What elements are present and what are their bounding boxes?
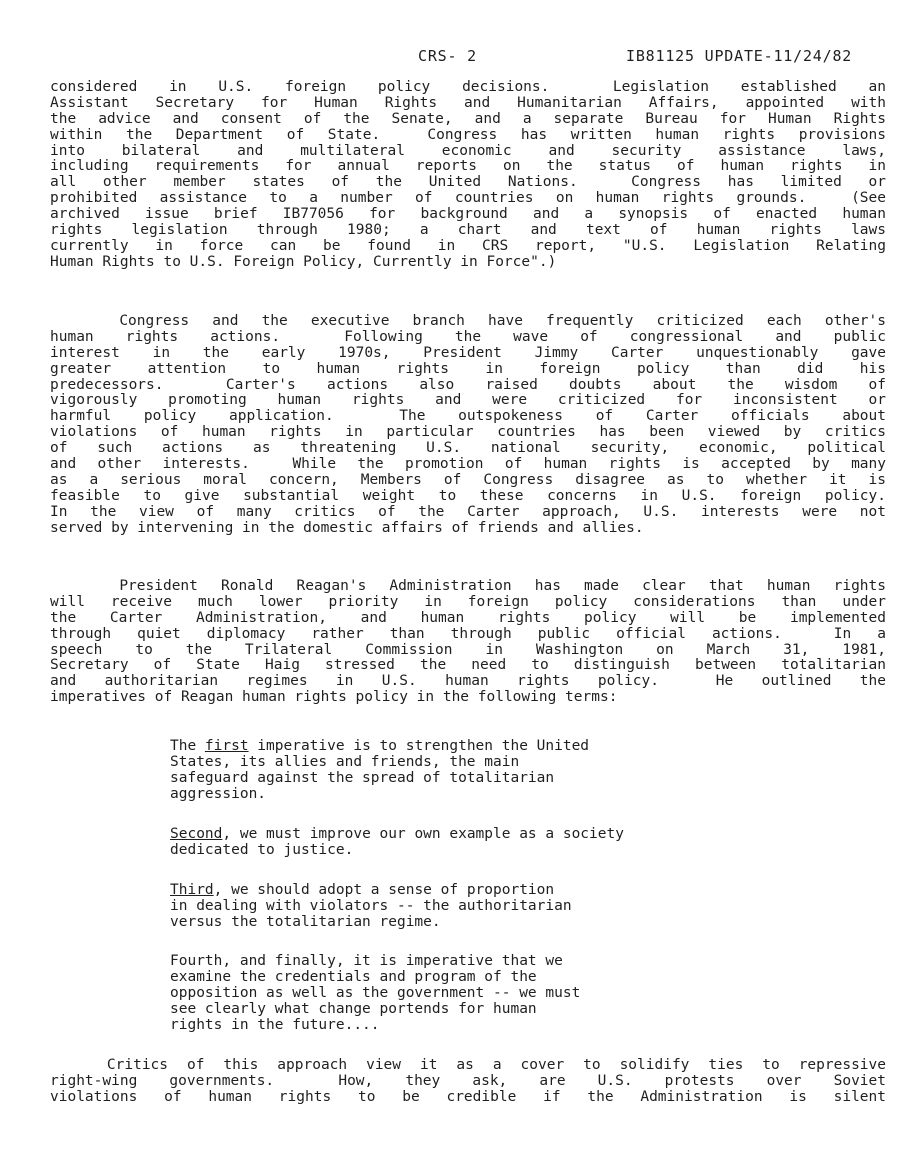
text-line: human rights actions. Following the wave of congressional and public [50, 328, 886, 345]
text-line: versus the totalitarian regime. [170, 913, 441, 930]
quote-second-imperative [170, 827, 710, 859]
text-line: speech to the Trilateral Commission in Washington on March 31, 1981, [50, 641, 886, 658]
text-line: President Ronald Reagan's Administration has made clear that human rights [50, 578, 886, 594]
quote-text: , we should adopt a sense of proportion [213, 882, 555, 898]
text-line [170, 827, 710, 843]
quote-first-imperative [170, 739, 710, 803]
underlined-word: Second [170, 826, 223, 842]
text-line: feasible to give substantial weight to these concerns in U.S. foreign policy. [50, 487, 886, 504]
text-line: in dealing with violators -- the authoritarian [170, 897, 572, 914]
underlined-word: Third [170, 882, 214, 898]
page-number: CRS- 2 [418, 47, 477, 65]
text-line: opposition as well as the government -- we must [170, 984, 581, 1001]
paragraph-legislation [50, 80, 886, 271]
text-line: rights legislation through 1980; a chart and text of human rights laws [50, 222, 886, 239]
quote-text: imperative is to strengthen the United [248, 738, 590, 754]
page-header [0, 47, 920, 67]
text-line: of such actions as threatening U.S. national security, economic, political [50, 440, 886, 457]
text-line: and other interests. While the promotion of human rights is accepted by many [50, 456, 886, 473]
text-line: archived issue brief IB77056 for background and a synopsis of enacted human [50, 206, 886, 223]
text-line: including requirements for annual reports on the status of human rights in [50, 158, 886, 175]
quote-fourth-imperative [170, 954, 710, 1033]
text-line: States, its allies and friends, the main [170, 753, 520, 770]
text-line: imperatives of Reagan human rights policy in the following terms: [50, 689, 618, 706]
text-line: examine the credentials and program of the [170, 968, 537, 985]
text-line: interest in the early 1970s, President Jimmy Carter unquestionably gave [50, 344, 886, 361]
text-line: as a serious moral concern, Members of Congress disagree as to whether it is [50, 471, 886, 488]
text-line: the advice and consent of the Senate, and a separate Bureau for Human Rights [50, 110, 886, 127]
text-line: the Carter Administration, and human rights policy will be implemented [50, 609, 886, 626]
text-line: safeguard against the spread of totalitarian [170, 769, 555, 786]
text-line: considered in U.S. foreign policy decisions. Legislation established an [50, 79, 886, 95]
text-line: aggression. [170, 785, 267, 802]
paragraph-reagan [50, 579, 886, 706]
text-line: served by intervening in the domestic affairs of friends and allies. [50, 519, 644, 536]
paragraph-congress-executive [50, 314, 886, 536]
text-line: Fourth, and finally, it is imperative that we [170, 953, 563, 969]
quote-text: , we must improve our own example as a society [222, 826, 624, 842]
text-line: and authoritarian regimes in U.S. human rights policy. He outlined the [50, 673, 886, 690]
paragraph-critics [50, 1058, 886, 1106]
document-id-date: IB81125 UPDATE-11/24/82 [626, 47, 853, 65]
text-line: dedicated to justice. [170, 841, 354, 858]
text-line: Secretary of State Haig stressed the need to distinguish between totalitarian [50, 657, 886, 674]
text-line: into bilateral and multilateral economic and security assistance laws, [50, 142, 886, 159]
text-line: see clearly what change portends for human [170, 1000, 537, 1017]
underlined-word: first [204, 738, 249, 754]
text-line: within the Department of State. Congress has written human rights provisions [50, 126, 886, 143]
text-line: Critics of this approach view it as a cover to solidify ties to repressive [50, 1057, 886, 1073]
quote-text: The [170, 738, 205, 754]
text-line: will receive much lower priority in foreign policy considerations than under [50, 593, 886, 610]
text-line: rights in the future.... [170, 1016, 380, 1033]
text-line: vigorously promoting human rights and were criticized for inconsistent or [50, 392, 886, 409]
text-line: Human Rights to U.S. Foreign Policy, Currently in Force".) [50, 253, 557, 270]
text-line: greater attention to human rights in foreign policy than did his [50, 360, 886, 377]
text-line: Congress and the executive branch have frequently criticized each other's [50, 313, 886, 329]
text-line: violations of human rights to be credible if the Administration is silent [50, 1088, 886, 1105]
text-line [170, 883, 710, 899]
text-line: currently in force can be found in CRS report, "U.S. Legislation Relating [50, 237, 886, 254]
quote-third-imperative [170, 883, 710, 931]
text-line: In the view of many critics of the Carter approach, U.S. interests were not [50, 503, 886, 520]
text-line: Assistant Secretary for Human Rights and Humanitarian Affairs, appointed with [50, 94, 886, 111]
text-line: predecessors. Carter's actions also raised doubts about the wisdom of [50, 376, 886, 393]
text-line: through quiet diplomacy rather than through public official actions. In a [50, 625, 886, 642]
text-line: violations of human rights in particular countries has been viewed by critics [50, 424, 886, 441]
text-line: prohibited assistance to a number of countries on human rights grounds. (See [50, 190, 886, 207]
text-line: all other member states of the United Nations. Congress has limited or [50, 174, 886, 191]
text-line: harmful policy application. The outspokeness of Carter officials about [50, 408, 886, 425]
text-line [170, 739, 710, 755]
text-line: right-wing governments. How, they ask, are U.S. protests over Soviet [50, 1072, 886, 1089]
